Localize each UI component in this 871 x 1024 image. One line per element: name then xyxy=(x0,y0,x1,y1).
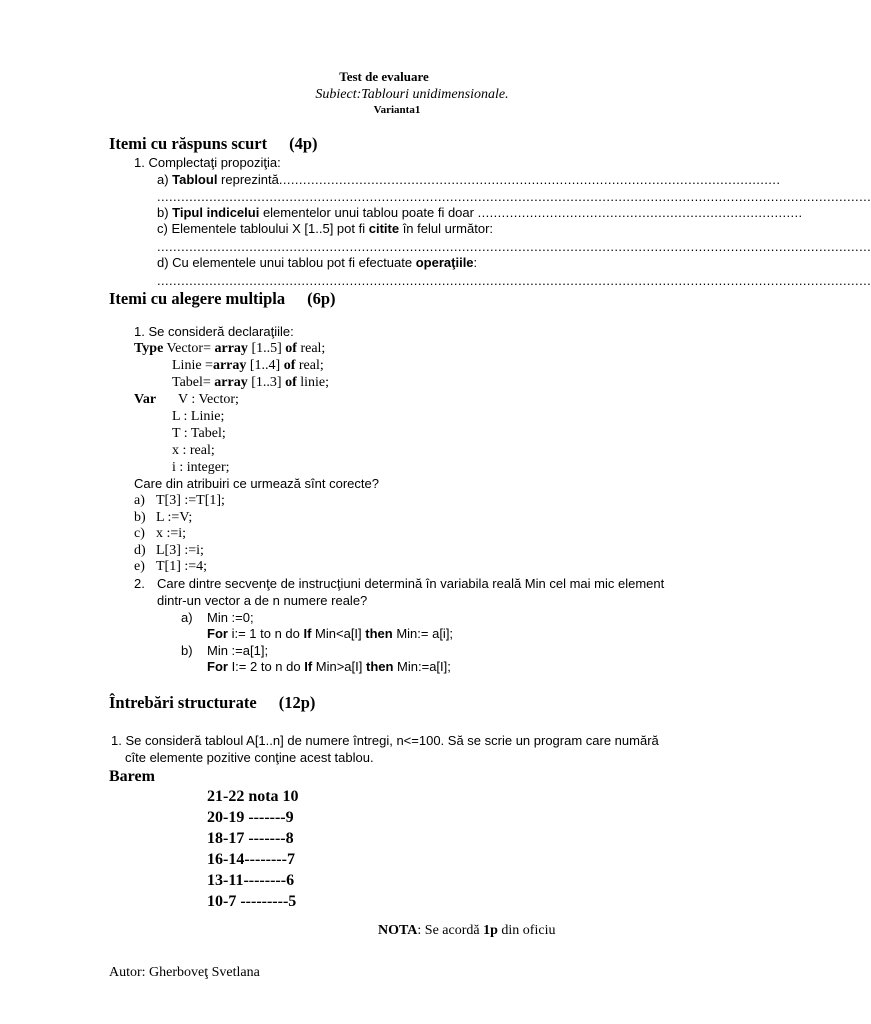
option-e-label: e) xyxy=(134,559,145,574)
s1-a-prefix: a) xyxy=(157,172,173,187)
section-1-heading xyxy=(109,134,318,154)
option-a-label: a) xyxy=(134,493,145,508)
q2a-for: For xyxy=(207,626,228,641)
tabel-decl-5: linie; xyxy=(296,375,330,390)
barem-title: Barem xyxy=(109,768,155,785)
s1-c-text: c) Elementele tabloului X [1..5] pot fi xyxy=(157,221,369,236)
s3-question-line2: cîte elemente pozitive conţine acest tablou. xyxy=(125,750,374,765)
s1-b-dots: ................................................................................. xyxy=(477,205,803,220)
barem-row-3: 18-17 -------8 xyxy=(207,830,294,847)
s1-c-rest: în felul următor: xyxy=(399,221,494,236)
option-c xyxy=(134,525,187,542)
s1-item-d-blank: .................................................................................................................................................................................. xyxy=(157,273,871,288)
s2-q2a-line2 xyxy=(207,626,453,642)
section-3-points: (12p) xyxy=(278,693,316,712)
barem-row-1: 21-22 nota 10 xyxy=(207,788,299,805)
option-d-text: L[3] :=i; xyxy=(156,543,204,558)
nota-text-1: : Se acordă xyxy=(417,923,484,938)
barem-row-5: 13-11--------6 xyxy=(207,872,295,889)
q2a-loop: i:= 1 to n do xyxy=(227,626,304,641)
vector-decl-4: of xyxy=(285,341,297,356)
option-e xyxy=(134,558,208,575)
nota-line xyxy=(378,922,555,939)
q2b-loop: I:= 2 to n do xyxy=(227,659,305,674)
s1-item-b xyxy=(157,205,803,221)
var-v: V : Vector; xyxy=(178,392,239,407)
option-c-label: c) xyxy=(134,526,145,541)
test-subject: Subiect:Tablouri unidimensionale. xyxy=(315,87,509,102)
nota-bold: 1p xyxy=(483,923,498,938)
option-a-text: T[3] :=T[1]; xyxy=(156,493,225,508)
tabel-decl-3: [1..3] xyxy=(247,375,286,390)
tabel-decl-1: Tabel= xyxy=(172,375,215,390)
option-b-text: L :=V; xyxy=(156,510,193,525)
s1-a-rest: reprezintă xyxy=(217,172,279,187)
option-d xyxy=(134,542,204,559)
s1-d-rest: : xyxy=(473,255,478,270)
option-d-label: d) xyxy=(134,543,146,558)
var-keyword: Var xyxy=(134,392,157,407)
s3-question-line1: 1. Se consideră tabloul A[1..n] de numere întregi, n<=100. Să se scrie un program care numără xyxy=(111,733,659,748)
s1-d-text: d) Cu elementele unui tablou pot fi efectuate xyxy=(157,255,416,270)
s1-item-d xyxy=(157,255,477,271)
s2-question-1: 1. Se consideră declaraţiile: xyxy=(134,324,294,339)
q2a-cond: Min<a[I] xyxy=(311,626,366,641)
option-b xyxy=(134,509,193,526)
section-1-title: Itemi cu răspuns scurt xyxy=(109,134,268,153)
test-title: Test de evaluare xyxy=(339,69,429,84)
var-t: T : Tabel; xyxy=(172,426,226,441)
q2b-assign: Min:=a[I]; xyxy=(393,659,451,674)
option-b-label: b) xyxy=(134,510,146,525)
type-keyword: Type xyxy=(134,341,164,356)
s2-q2b-label: b) xyxy=(181,643,193,658)
test-variant: Varianta1 xyxy=(373,104,421,116)
section-2-points: (6p) xyxy=(307,289,336,308)
section-2-heading xyxy=(109,289,336,309)
q2b-cond: Min>a[I] xyxy=(312,659,366,674)
linie-decl-3: [1..4] xyxy=(246,358,284,373)
section-3-heading xyxy=(109,693,315,713)
var-i: i : integer; xyxy=(172,460,230,475)
q2a-if: If xyxy=(303,626,312,641)
var-l: L : Linie; xyxy=(172,409,225,424)
section-3-title: Întrebări structurate xyxy=(109,693,257,712)
s1-b-bold: Tipul indicelui xyxy=(172,205,260,220)
s2-q2-line1: Care dintre secvenţe de instrucţiuni determină în variabila reală Min cel mai mic element xyxy=(157,576,665,591)
option-e-text: T[1] :=4; xyxy=(156,559,208,574)
q2b-for: For xyxy=(207,659,228,674)
s1-b-prefix: b) xyxy=(157,205,173,220)
s1-c-bold: citite xyxy=(368,221,400,236)
s2-type-tabel xyxy=(172,374,329,391)
option-c-text: x :=i; xyxy=(156,526,187,541)
s2-q2a-line1: Min :=0; xyxy=(207,610,254,625)
q2a-assign: Min:= a[i]; xyxy=(392,626,454,641)
s1-b-rest: elementelor unui tablou poate fi doar xyxy=(259,205,478,220)
s2-question-text: Care din atribuiri ce urmează sînt corecte? xyxy=(134,476,379,491)
s2-q2-line2: dintr-un vector a de n numere reale? xyxy=(157,593,368,608)
tabel-decl-4: of xyxy=(285,375,297,390)
s1-d-bold: operaţiile xyxy=(415,255,474,270)
barem-row-2: 20-19 -------9 xyxy=(207,809,294,826)
s1-item-c-blank: .................................................................................................................................................................................. xyxy=(157,239,871,254)
section-2-title: Itemi cu alegere multipla xyxy=(109,289,286,308)
s1-a-bold: Tabloul xyxy=(172,172,218,187)
author: Autor: Gherboveţ Svetlana xyxy=(109,965,260,980)
s2-q2b-line2 xyxy=(207,659,451,675)
s1-item-a-blank: .................................................................................................................................................................................. xyxy=(157,189,871,204)
nota-label: NOTA xyxy=(378,923,418,938)
s2-q2-number: 2. xyxy=(134,576,145,591)
vector-decl-2: array xyxy=(214,341,248,356)
q2b-if: If xyxy=(304,659,313,674)
linie-decl-1: Linie = xyxy=(172,358,213,373)
linie-decl-5: real; xyxy=(295,358,324,373)
barem-row-4: 16-14--------7 xyxy=(207,851,295,868)
s1-a-dots: ............................................................................................................................. xyxy=(278,172,781,187)
linie-decl-4: of xyxy=(283,358,296,373)
s2-type-linie xyxy=(172,357,324,374)
nota-text-2: din oficiu xyxy=(497,923,556,938)
var-x: x : real; xyxy=(172,443,215,458)
q2b-then: then xyxy=(365,659,394,674)
option-a xyxy=(134,492,225,509)
s1-question-1: 1. Complectaţi propoziţia: xyxy=(134,155,281,170)
linie-decl-2: array xyxy=(212,358,247,373)
s2-type-vector xyxy=(134,340,325,357)
barem-row-6: 10-7 ---------5 xyxy=(207,893,297,910)
tabel-decl-2: array xyxy=(214,375,248,390)
q2a-then: then xyxy=(365,626,393,641)
s2-q2a-label: a) xyxy=(181,610,193,625)
vector-decl-5: real; xyxy=(296,341,326,356)
s1-item-a xyxy=(157,172,781,188)
vector-decl-3: [1..5] xyxy=(247,341,286,356)
s2-q2b-line1: Min :=a[1]; xyxy=(207,643,269,658)
s1-item-c xyxy=(157,221,493,237)
vector-decl-1: Vector= xyxy=(163,341,215,356)
section-1-points: (4p) xyxy=(289,134,318,153)
